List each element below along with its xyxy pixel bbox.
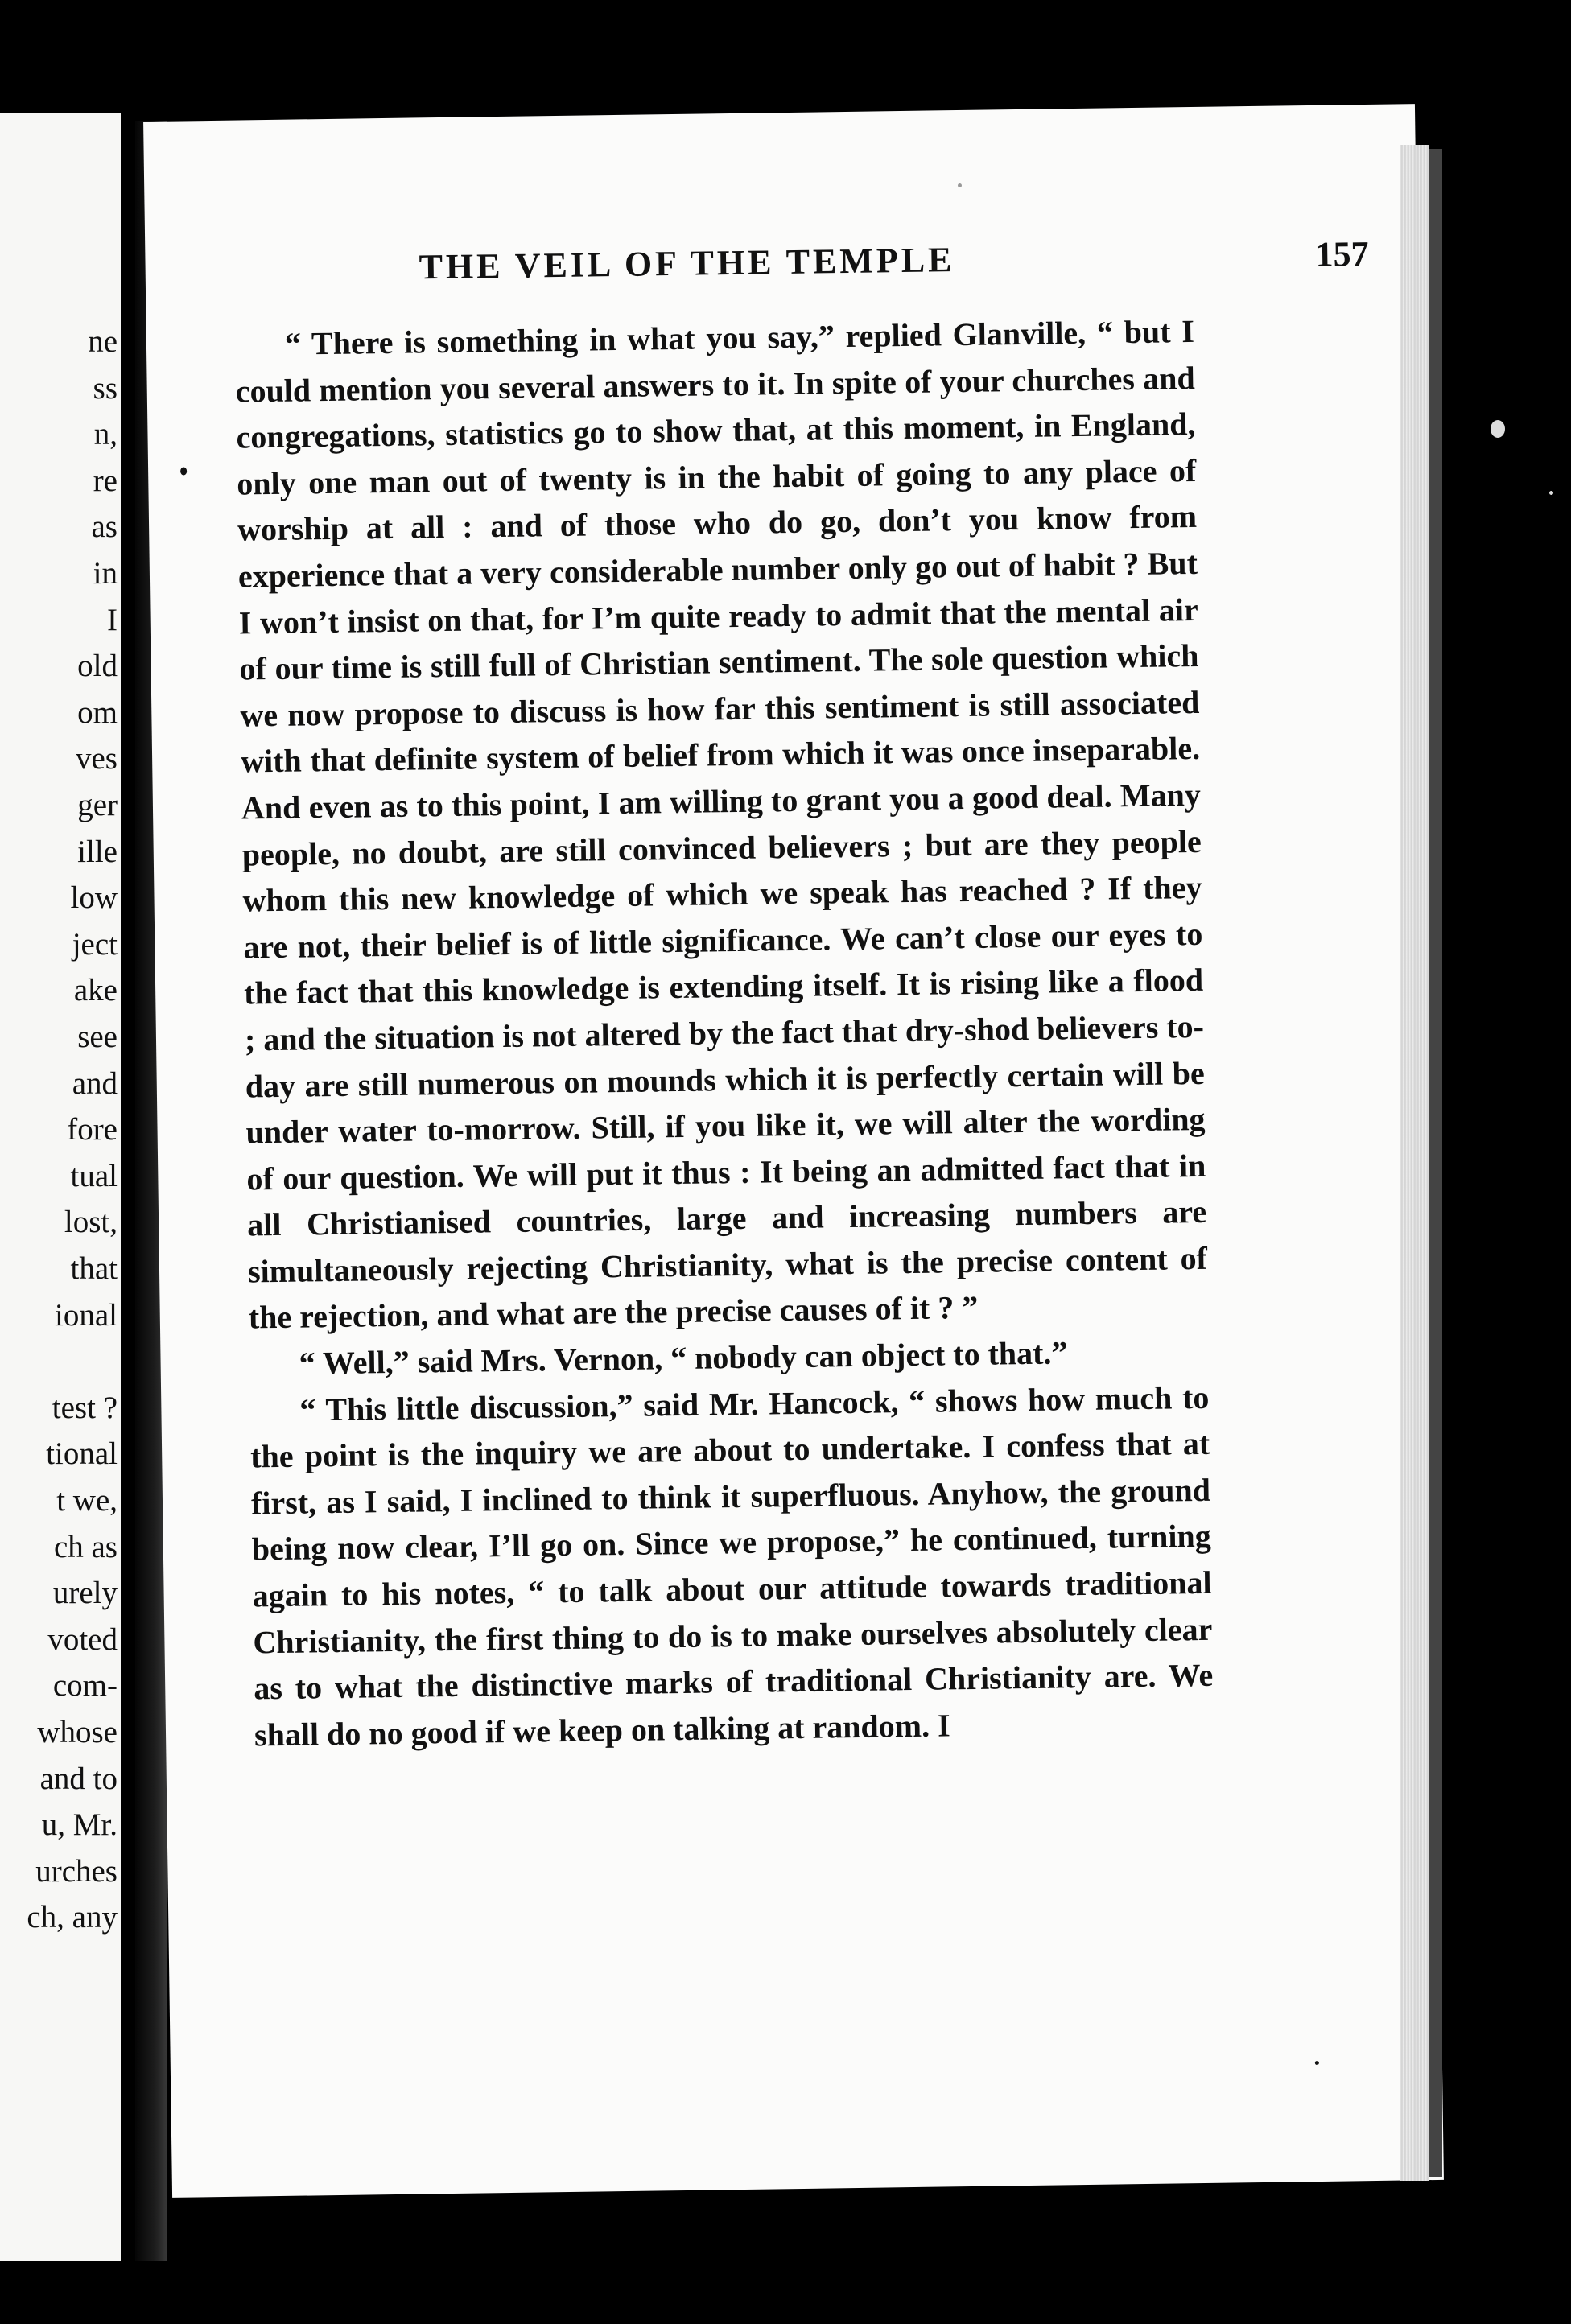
ink-speck: [1315, 2061, 1319, 2065]
left-facing-page: [0, 113, 121, 2261]
left-page-line-fragment: ss: [93, 370, 118, 406]
book-page: [143, 104, 1444, 2198]
scan-dust: [1491, 420, 1505, 438]
page-stack-edge: [1400, 145, 1429, 2181]
paragraph: “ This little discussion,” said Mr. Hancock, “ shows how much to the point is the inquiry we are about to undertake. I confess that at first, as I said, I inclined to think it superfluous. Anyhow, the ground being now clear, I’ll go on. Since we propose,” he continued, turning again to his notes, “ to talk about our attitude towards traditional Christianity, the first thing to do is to make ourselves absolutely clear as to what the distinctive marks of traditional Christianity are. We shall do no good if we keep on talking at random. I: [249, 1378, 1214, 1753]
left-page-line-fragment: ch, any: [27, 1900, 118, 1935]
scan-dust: [958, 183, 962, 187]
left-page-line-fragment: com-: [52, 1668, 118, 1704]
left-page-line-fragment: lost,: [64, 1205, 118, 1240]
left-page-line-fragment: as: [91, 509, 118, 545]
left-page-line-fragment: ake: [73, 973, 118, 1008]
page-stack-shadow: [1429, 149, 1442, 2177]
left-page-line-fragment: ille: [77, 834, 118, 869]
left-page-line-fragment: ional: [55, 1297, 118, 1333]
left-page-line-fragment: and: [72, 1065, 118, 1101]
left-page-line-fragment: ch as: [53, 1529, 118, 1564]
paragraph: “ Well,” said Mrs. Vernon, “ nobody can object to that.”: [299, 1334, 1068, 1382]
left-page-line-fragment: old: [77, 649, 118, 684]
left-page-line-fragment: ject: [72, 926, 118, 962]
left-page-line-fragment: ne: [88, 324, 118, 359]
left-page-line-fragment: fore: [67, 1112, 118, 1148]
ink-speck: [180, 467, 187, 475]
left-page-line-fragment: and to: [39, 1761, 118, 1796]
left-page-line-fragment: low: [70, 880, 118, 916]
left-page-line-fragment: u, Mr.: [41, 1807, 118, 1843]
left-page-line-fragment: tual: [70, 1158, 118, 1193]
left-page-line-fragment: see: [77, 1020, 118, 1054]
left-page-line-fragment: tional: [46, 1436, 118, 1472]
left-page-line-fragment: voted: [47, 1621, 118, 1657]
left-page-line-fragment: urely: [52, 1576, 118, 1611]
scan-dust: [1549, 491, 1553, 495]
left-page-line-fragment: ger: [77, 788, 118, 822]
left-page-line-fragment: test ?: [52, 1390, 118, 1425]
running-head: THE VEIL OF THE TEMPLE: [419, 240, 955, 287]
left-page-line-fragment: whose: [37, 1715, 118, 1749]
left-page-line-fragment: urches: [35, 1853, 118, 1889]
left-page-line-fragment: om: [77, 694, 118, 730]
left-page-line-fragment: n,: [93, 417, 118, 452]
left-page-line-fragment: ves: [76, 741, 118, 777]
left-page-line-fragment: I: [107, 602, 118, 637]
left-page-line-fragment: that: [70, 1251, 118, 1286]
page-header: [419, 233, 1369, 295]
paragraph: “ There is something in what you say,” replied Glanville, “ but I could mention you several answers to it. In spite of your churches and congregations, statistics go to show that, at this moment, in England, only one man out of twenty is in the habit of going to any place of worship at all : and of those who do go, don’t you know from experience that a very considerable number only go out of habit ? But I won’t insist on that, for I’m quite ready to admit that the mental air of our time is still full of Christian sentiment. The sole question which we now propose to discuss is how far this sentiment is still associated with that definite system of belief from which it was once inseparable. And even as to this point, I am willing to grant you a good deal. Many people, no doubt, are still convinced believers ; but are they people whom this new knowledge of which we speak has reached ? If they are not, their belief is of little significance. We can’t close our eyes to the fact that this knowledge is extending itself. It is rising like a flood ; and the situation is not altered by the fact that dry-shod believers to-day are still numerous on mounds which it is perfectly certain will be under water to-morrow. Still, if you like it, we will alter the wording of our question. We will put it thus : It being an admitted fact that in all Christianised countries, large and increasing numbers are simultaneously rejecting Christianity, what is the precise content of the rejection, and what are the precise causes of it ? ”: [235, 312, 1208, 1336]
page-number: 157: [1315, 233, 1369, 274]
left-page-line-fragment: re: [93, 463, 118, 498]
left-page-line-fragment: in: [93, 556, 118, 591]
left-page-line-fragment: t we,: [56, 1483, 118, 1518]
body-text: [235, 308, 1214, 1758]
